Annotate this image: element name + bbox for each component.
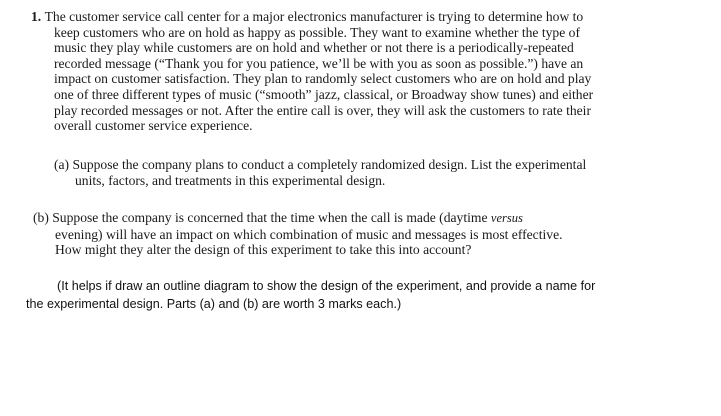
question-line-6: one of three different types of music (“smooth” jazz, classical, or Broadway show tunes) and either	[54, 86, 594, 102]
versus-italic: versus	[490, 211, 523, 225]
part-b-line-2: evening) will have an impact on which combination of music and messages is most effective.	[55, 226, 563, 242]
marks-note	[26, 277, 595, 314]
part-b-line-3: How might they alter the design of this experiment to take this into account?	[55, 242, 472, 258]
question-line-8: overall customer service experience.	[54, 118, 253, 134]
question-number: 1.	[31, 9, 42, 24]
note-line-1: (It helps if draw an outline diagram to show the design of the experiment, and provide a name for	[57, 279, 596, 293]
part-a-line-2: units, factors, and treatments in this experimental design.	[75, 172, 386, 188]
part-b-line-1: (b) Suppose the company is concerned that the time when the call is made (daytime versus	[33, 210, 523, 225]
question-1	[31, 9, 631, 134]
question-line-2: keep customers who are on hold as happy as possible. They want to examine whether the type of	[54, 24, 580, 40]
part-a-line-1: (a) Suppose the company plans to conduct a completely randomized design. List the experimental	[54, 157, 587, 172]
part-a	[54, 157, 586, 188]
question-line-1: 1. The customer service call center for a major electronics manufacturer is trying to determine how to	[31, 9, 584, 24]
part-b	[33, 210, 563, 258]
question-line-3: music they play while customers are on hold and whether or not there is a periodically-repeated	[54, 40, 574, 56]
note-line-2: the experimental design. Parts (a) and (b) are worth 3 marks each.)	[26, 297, 402, 312]
question-line-5: impact on customer satisfaction. They plan to randomly select customers who are on hold and play	[54, 71, 592, 87]
question-line-7: play recorded messages or not. After the entire call is over, they will ask the customers to rate their	[54, 102, 591, 118]
question-line-4: recorded message (“Thank you for you patience, we’ll be with you as soon as possible.”) have an	[54, 55, 584, 71]
